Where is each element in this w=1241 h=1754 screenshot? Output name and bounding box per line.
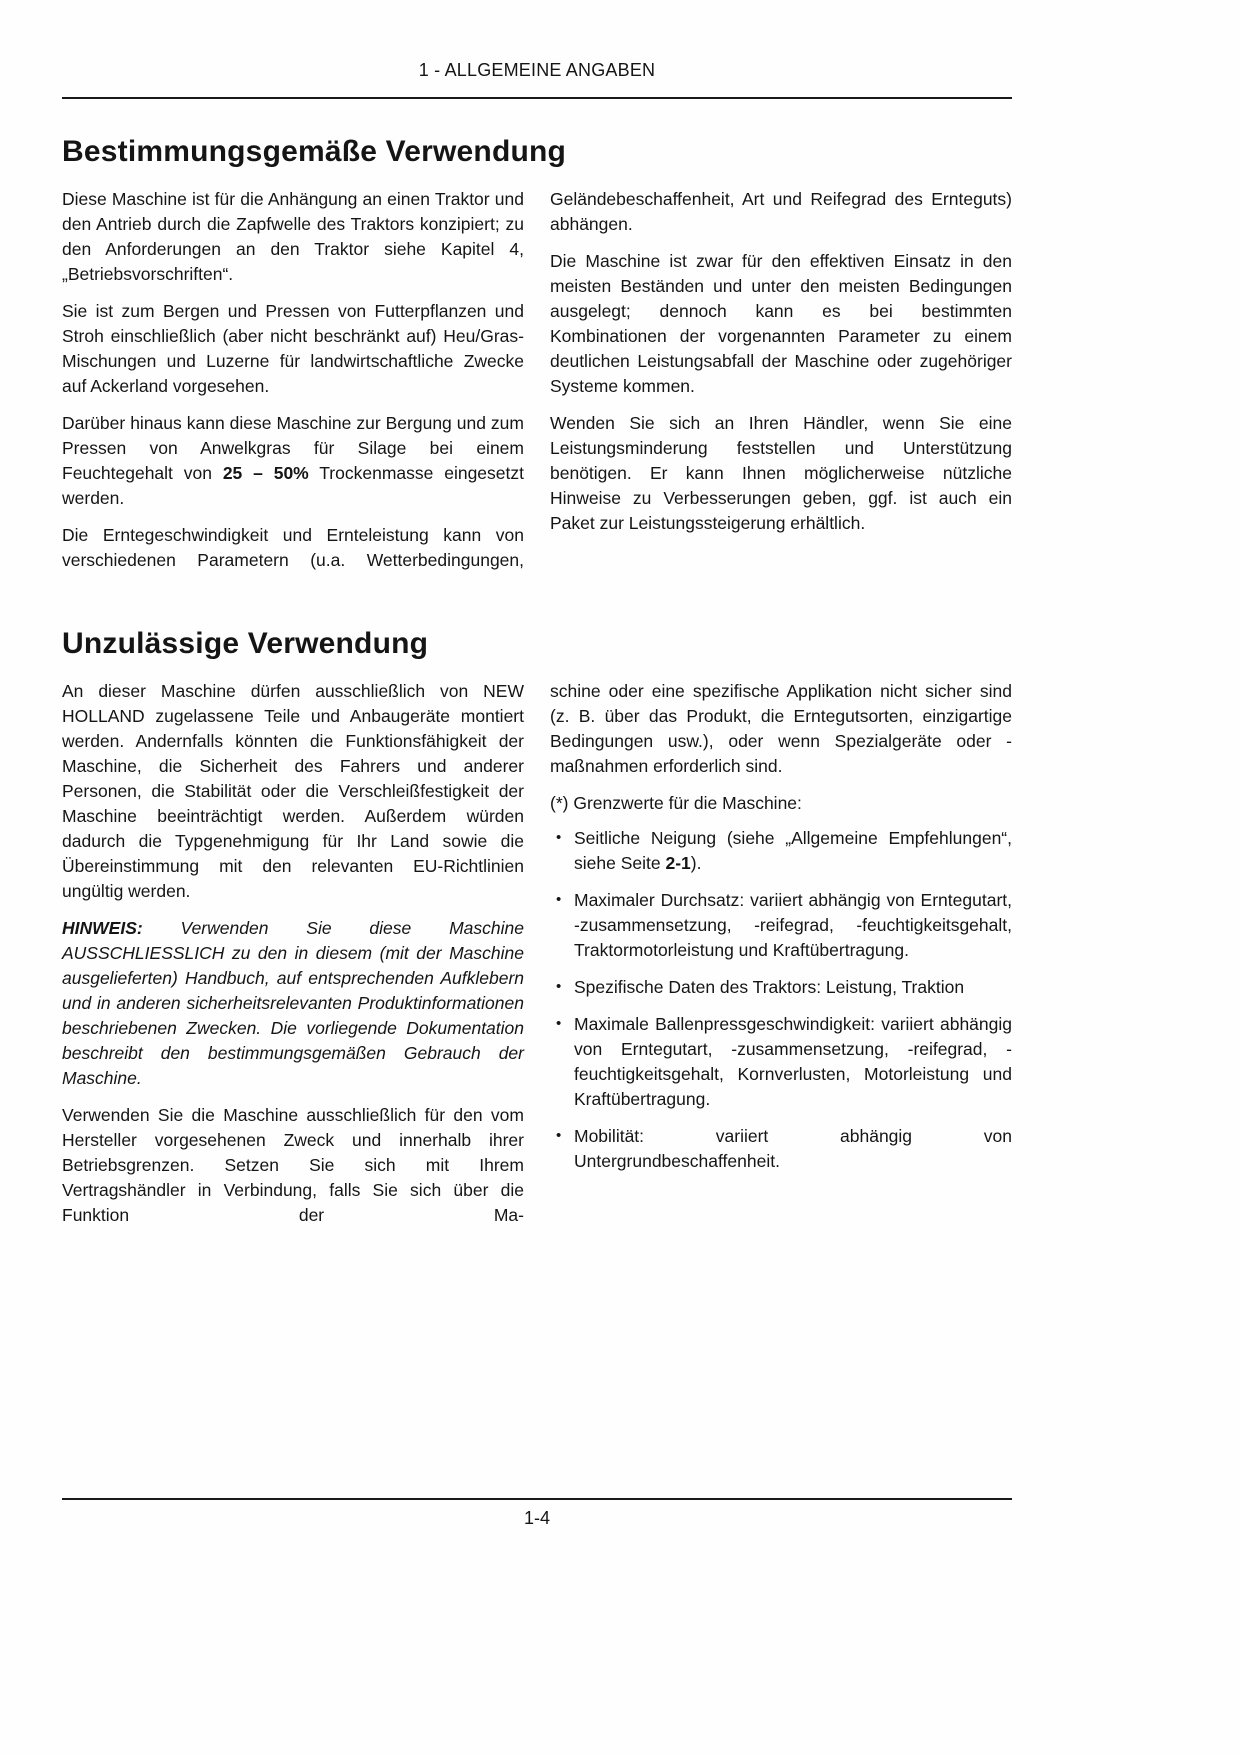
page-number: 1-4 [523,1508,550,1528]
section2-right-column [550,679,1012,1240]
paragraph-text: Trockenmasse eingesetzt werden. [62,463,524,508]
note-text: Verwenden Sie diese Maschine AUSSCHLIESSLICH zu den in diesem (mit der Maschine ausgelieferten) Handbuch, auf entsprechenden Aufklebern und in anderen sicherheitsrelevanten Produktinformationen beschriebenen Zwecken. Die vorliegende Dokumentation beschreibt den bestimmungsgemäßen Gebrauch der Maschine. [62,918,524,1088]
limits-intro: (*) Grenzwerte für die Maschine: [550,793,802,813]
paragraph: Die Maschine ist zwar für den effektiven Einsatz in den meisten Beständen und unter den meisten Bedingungen ausgelegt; dennoch kann es bei bestimmten Kombinationen der vorgenannten Parameter zu einem deutlichen Leistungsabfall der Maschine oder zugehöriger Systeme kommen. [550,251,1012,396]
paragraph: schine oder eine spezifische Applikation nicht sicher sind (z. B. über das Produkt, die Erntegutsorten, einzigartige Bedingungen usw.), oder wenn Spezialgeräte oder -maßnahmen erforderlich sind. [550,681,1012,776]
bullet-text: ). [690,853,702,873]
footer-rule [62,1498,1012,1500]
bullet-item [550,1124,1012,1174]
bullet-text: Maximaler Durchsatz: variiert abhängig von Erntegutart, -zusammensetzung, -reifegrad, -feuchtigkeitsgehalt, Traktormotorleistung und Kraftübertragung. [574,890,1012,960]
limits-bullet-list [550,826,1012,1174]
paragraph: An dieser Maschine dürfen ausschließlich von NEW HOLLAND zugelassene Teile und Anbaugeräte montiert werden. Andernfalls könnten die Funktionsfähigkeit der Maschine, die Sicherheit des Fahrers und anderer Personen, die Stabilität oder die Verschleißfestigkeit der Maschine beeinträchtigt werden. Außerdem würden dadurch die Typgenehmigung für Ihr Land sowie die Übereinstimmung mit den relevanten EU-Richtlinien ungültig werden. [62,681,524,901]
bullet-item [550,975,1012,1000]
bullet-text: Maximale Ballenpressgeschwindigkeit: variiert abhängig von Erntegutart, -zusammensetzung, -reifegrad, -feuchtigkeitsgehalt, Kornverlusten, Motorleistung und Kraftübertragung. [574,1014,1012,1109]
page-header-block [62,0,1012,99]
bullet-text: Spezifische Daten des Traktors: Leistung, Traktion [574,977,965,997]
bullet-text: Mobilität: variiert abhängig von Untergrundbeschaffenheit. [574,1126,1012,1171]
paragraph: Diese Maschine ist für die Anhängung an einen Traktor und den Antrieb durch die Zapfwelle des Traktors konzipiert; zu den Anforderungen an den Traktor siehe Kapitel 4, „Betriebsvorschriften“. [62,189,524,284]
section1-right-column [550,187,1012,585]
section1-columns [62,187,1012,585]
bullet-item [550,1012,1012,1112]
bold-moisture-range: 25 – 50% [222,463,309,483]
section1-left-column [62,187,524,585]
note-label: HINWEIS: [62,918,143,938]
section-title-intended-use: Bestimmungsgemäße Verwendung [62,135,567,168]
paragraph: Wenden Sie sich an Ihren Händler, wenn Sie eine Leistungsminderung feststellen und Unterstützung benötigen. Er kann Ihnen möglicherweise nützliche Hinweise zu Verbesserungen geben, ggf. ist auch ein Paket zur Leistungssteigerung erhältlich. [550,413,1012,533]
bullet-item [550,888,1012,963]
bullet-text: Seitliche Neigung (siehe „Allgemeine Empfehlungen“, siehe Seite [574,828,1012,873]
section2-left-column [62,679,524,1240]
note-paragraph [62,916,524,1091]
section-title-prohibited-use: Unzulässige Verwendung [62,627,429,660]
header-rule [62,97,1012,99]
paragraph-text: Darüber hinaus kann diese Maschine zur Bergung und zum Pressen von Anwelkgras für Silage bei einem Feuchtegehalt von [62,413,524,483]
bullet-item [550,826,1012,876]
paragraph: Verwenden Sie die Maschine ausschließlich für den vom Hersteller vorgesehenen Zweck und innerhalb ihrer Betriebsgrenzen. Setzen Sie sich mit Ihrem Vertragshändler in Verbindung, falls Sie sich über die Funktion der Ma- [62,1105,524,1225]
paragraph: Die Erntegeschwindigkeit und Ernteleistung kann von verschiedenen Parametern (u.a. Wetterbedingungen, [62,525,524,570]
running-head: 1 - ALLGEMEINE ANGABEN [418,60,656,80]
paragraph: Geländebeschaffenheit, Art und Reifegrad des Ernteguts) abhängen. [550,189,1012,234]
paragraph: Sie ist zum Bergen und Pressen von Futterpflanzen und Stroh einschließlich (aber nicht beschränkt auf) Heu/Gras-Mischungen und Luzerne für landwirtschaftliche Zwecke auf Ackerland vorgesehen. [62,301,524,396]
section2-columns [62,679,1012,1240]
paragraph [62,411,524,511]
page-reference: 2-1 [665,853,691,873]
page-footer-block [62,1498,1012,1529]
page-content [62,0,1012,1240]
